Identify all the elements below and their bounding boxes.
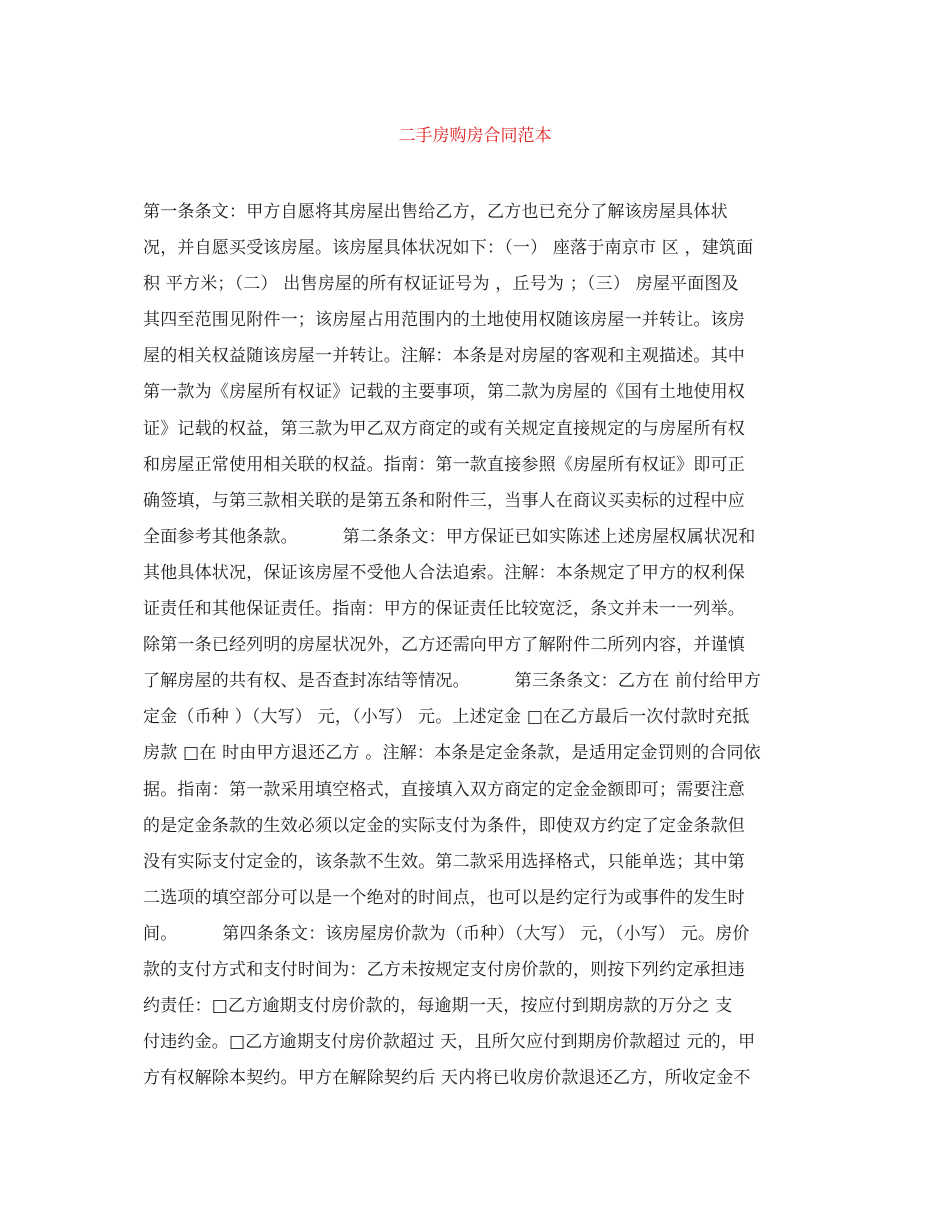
body-line: 付违约金。□乙方逾期支付房价款超过 天，且所欠应付到期房价款超过 元的，甲 [143,1032,756,1053]
body-line: 没有实际支付定金的，该条款不生效。第二款采用选择格式，只能单选；其中第 [143,851,745,872]
body-line: 屋的相关权益随该房屋一并转让。注解：本条是对房屋的客观和主观描述。其中 [143,346,745,367]
body-line: 第一条条文：甲方自愿将其房屋出售给乙方，乙方也已充分了解该房屋具体状 [143,202,728,222]
body-line: 款的支付方式和支付时间为：乙方未按规定支付房价款的，则按下列约定承担违 [143,959,745,980]
body-line: 定金（币种 ）（大写） 元，（小写） 元。上述定金 □在乙方最后一次付款时充抵 [143,707,750,728]
body-line: 二选项的填空部分可以是一个绝对的时间点，也可以是约定行为或事件的发生时 [143,887,745,908]
body-line: 第一款为《房屋所有权证》记载的主要事项，第二款为房屋的《国有土地使用权 [143,382,745,403]
body-line: 约责任：□乙方逾期支付房价款的，每逾期一天，按应付到期房款的万分之 支 [143,996,733,1017]
body-line: 的是定金条款的生效必须以定金的实际支付为条件，即使双方约定了定金条款但 [143,815,745,836]
body-line: 全面参考其他条款。 第二条条文：甲方保证已如实陈述上述房屋权属状况和 [143,526,756,547]
body-line: 证责任和其他保证责任。指南：甲方的保证责任比较宽泛，条文并未一一列举。 [143,599,745,620]
body-line: 和房屋正常使用相关联的权益。指南：第一款直接参照《房屋所有权证》即可正 [143,454,745,475]
body-line: 房款 □在 时由甲方退还乙方 。注解：本条是定金条款，是适用定金罚则的合同依 [143,743,761,764]
document-body [143,194,803,1096]
body-line: 据。指南：第一款采用填空格式，直接填入双方商定的定金金额即可；需要注意 [143,779,745,800]
body-line: 除第一条已经列明的房屋状况外，乙方还需向甲方了解附件二所列内容，并谨慎 [143,635,745,656]
body-line: 方有权解除本契约。甲方在解除契约后 天内将已收房价款退还乙方，所收定金不 [143,1068,751,1089]
body-line: 间。 第四条条文：该房屋房价款为（币种）（大写） 元，（小写） 元。房价 [143,923,750,944]
body-line: 积 平方米；（二） 出售房屋的所有权证证号为 ，丘号为 ；（三） 房屋平面图及 [143,274,739,295]
body-line: 其四至范围见附件一；该房屋占用范围内的土地使用权随该房屋一并转让。该房 [143,310,745,331]
body-line: 证》记载的权益，第三款为甲乙双方商定的或有关规定直接规定的与房屋所有权 [143,418,745,439]
body-line: 况，并自愿买受该房屋。该房屋具体状况如下：（一） 座落于南京市 区 ，建筑面 [143,238,754,259]
body-line: 其他具体状况，保证该房屋不受他人合法追索。注解：本条规定了甲方的权利保 [143,562,745,583]
body-line: 确签填，与第三款相关联的是第五条和附件三，当事人在商议买卖标的过程中应 [143,490,745,511]
body-line: 了解房屋的共有权、是否查封冻结等情况。 第三条条文：乙方在 前付给甲方 [143,671,762,692]
document-title: 二手房购房合同范本 [398,126,552,146]
